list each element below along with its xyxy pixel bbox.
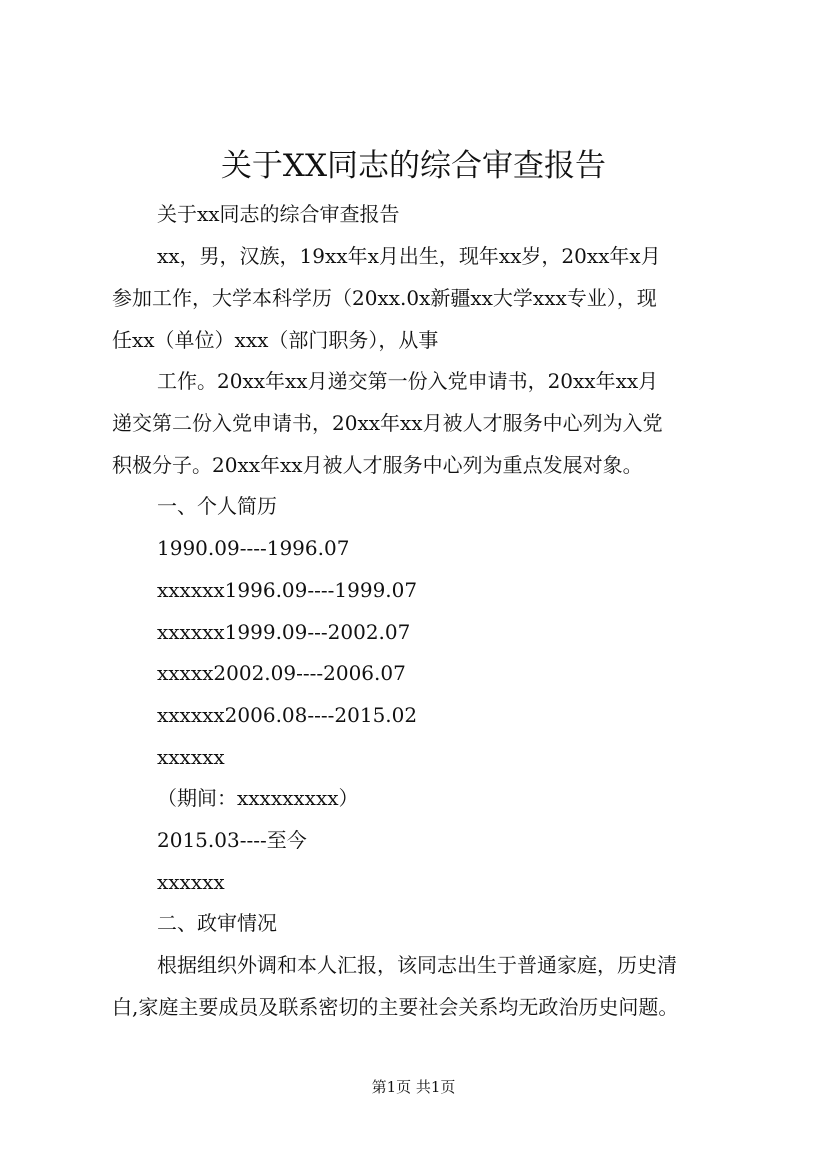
resume-line: xxxxxx1999.09---2002.07	[157, 620, 411, 644]
section-heading: 二、政审情况	[157, 911, 277, 935]
resume-line: （期间：xxxxxxxxx）	[157, 786, 359, 810]
resume-line: xxxxx2002.09----2006.07	[157, 661, 406, 685]
paragraph-line: 根据组织外调和本人汇报，该同志出生于普通家庭，历史清	[157, 953, 677, 977]
resume-line: 2015.03----至今	[157, 828, 307, 852]
resume-line: xxxxxx	[157, 870, 225, 894]
paragraph-line: 白,家庭主要成员及联系密切的主要社会关系均无政治历史问题。	[112, 995, 679, 1019]
paragraph-line: 积极分子。20xx年xx月被人才服务中心列为重点发展对象。	[112, 453, 643, 477]
document-title: 关于XX同志的综合审查报告	[220, 148, 607, 184]
resume-line: xxxxxx	[157, 745, 225, 769]
resume-line: xxxxxx2006.08----2015.02	[157, 703, 418, 727]
resume-line: xxxxxx1996.09----1999.07	[157, 578, 418, 602]
paragraph-line: 递交第二份入党申请书，20xx年xx月被人才服务中心列为入党	[112, 411, 663, 435]
paragraph-line: 工作。20xx年xx月递交第一份入党申请书，20xx年xx月	[157, 369, 659, 393]
paragraph-line: 任xx（单位）xxx（部门职务），从事	[112, 328, 439, 352]
paragraph-line: 关于xx同志的综合审查报告	[157, 202, 400, 226]
page-footer: 第1页 共1页	[371, 1078, 456, 1096]
section-heading: 一、个人简历	[157, 494, 277, 518]
paragraph-line: 参加工作，大学本科学历（20xx.0x新疆xx大学xxx专业），现	[112, 286, 657, 310]
paragraph-line: xx，男，汉族，19xx年x月出生，现年xx岁，20xx年x月	[157, 244, 661, 268]
resume-line: 1990.09----1996.07	[157, 536, 350, 560]
